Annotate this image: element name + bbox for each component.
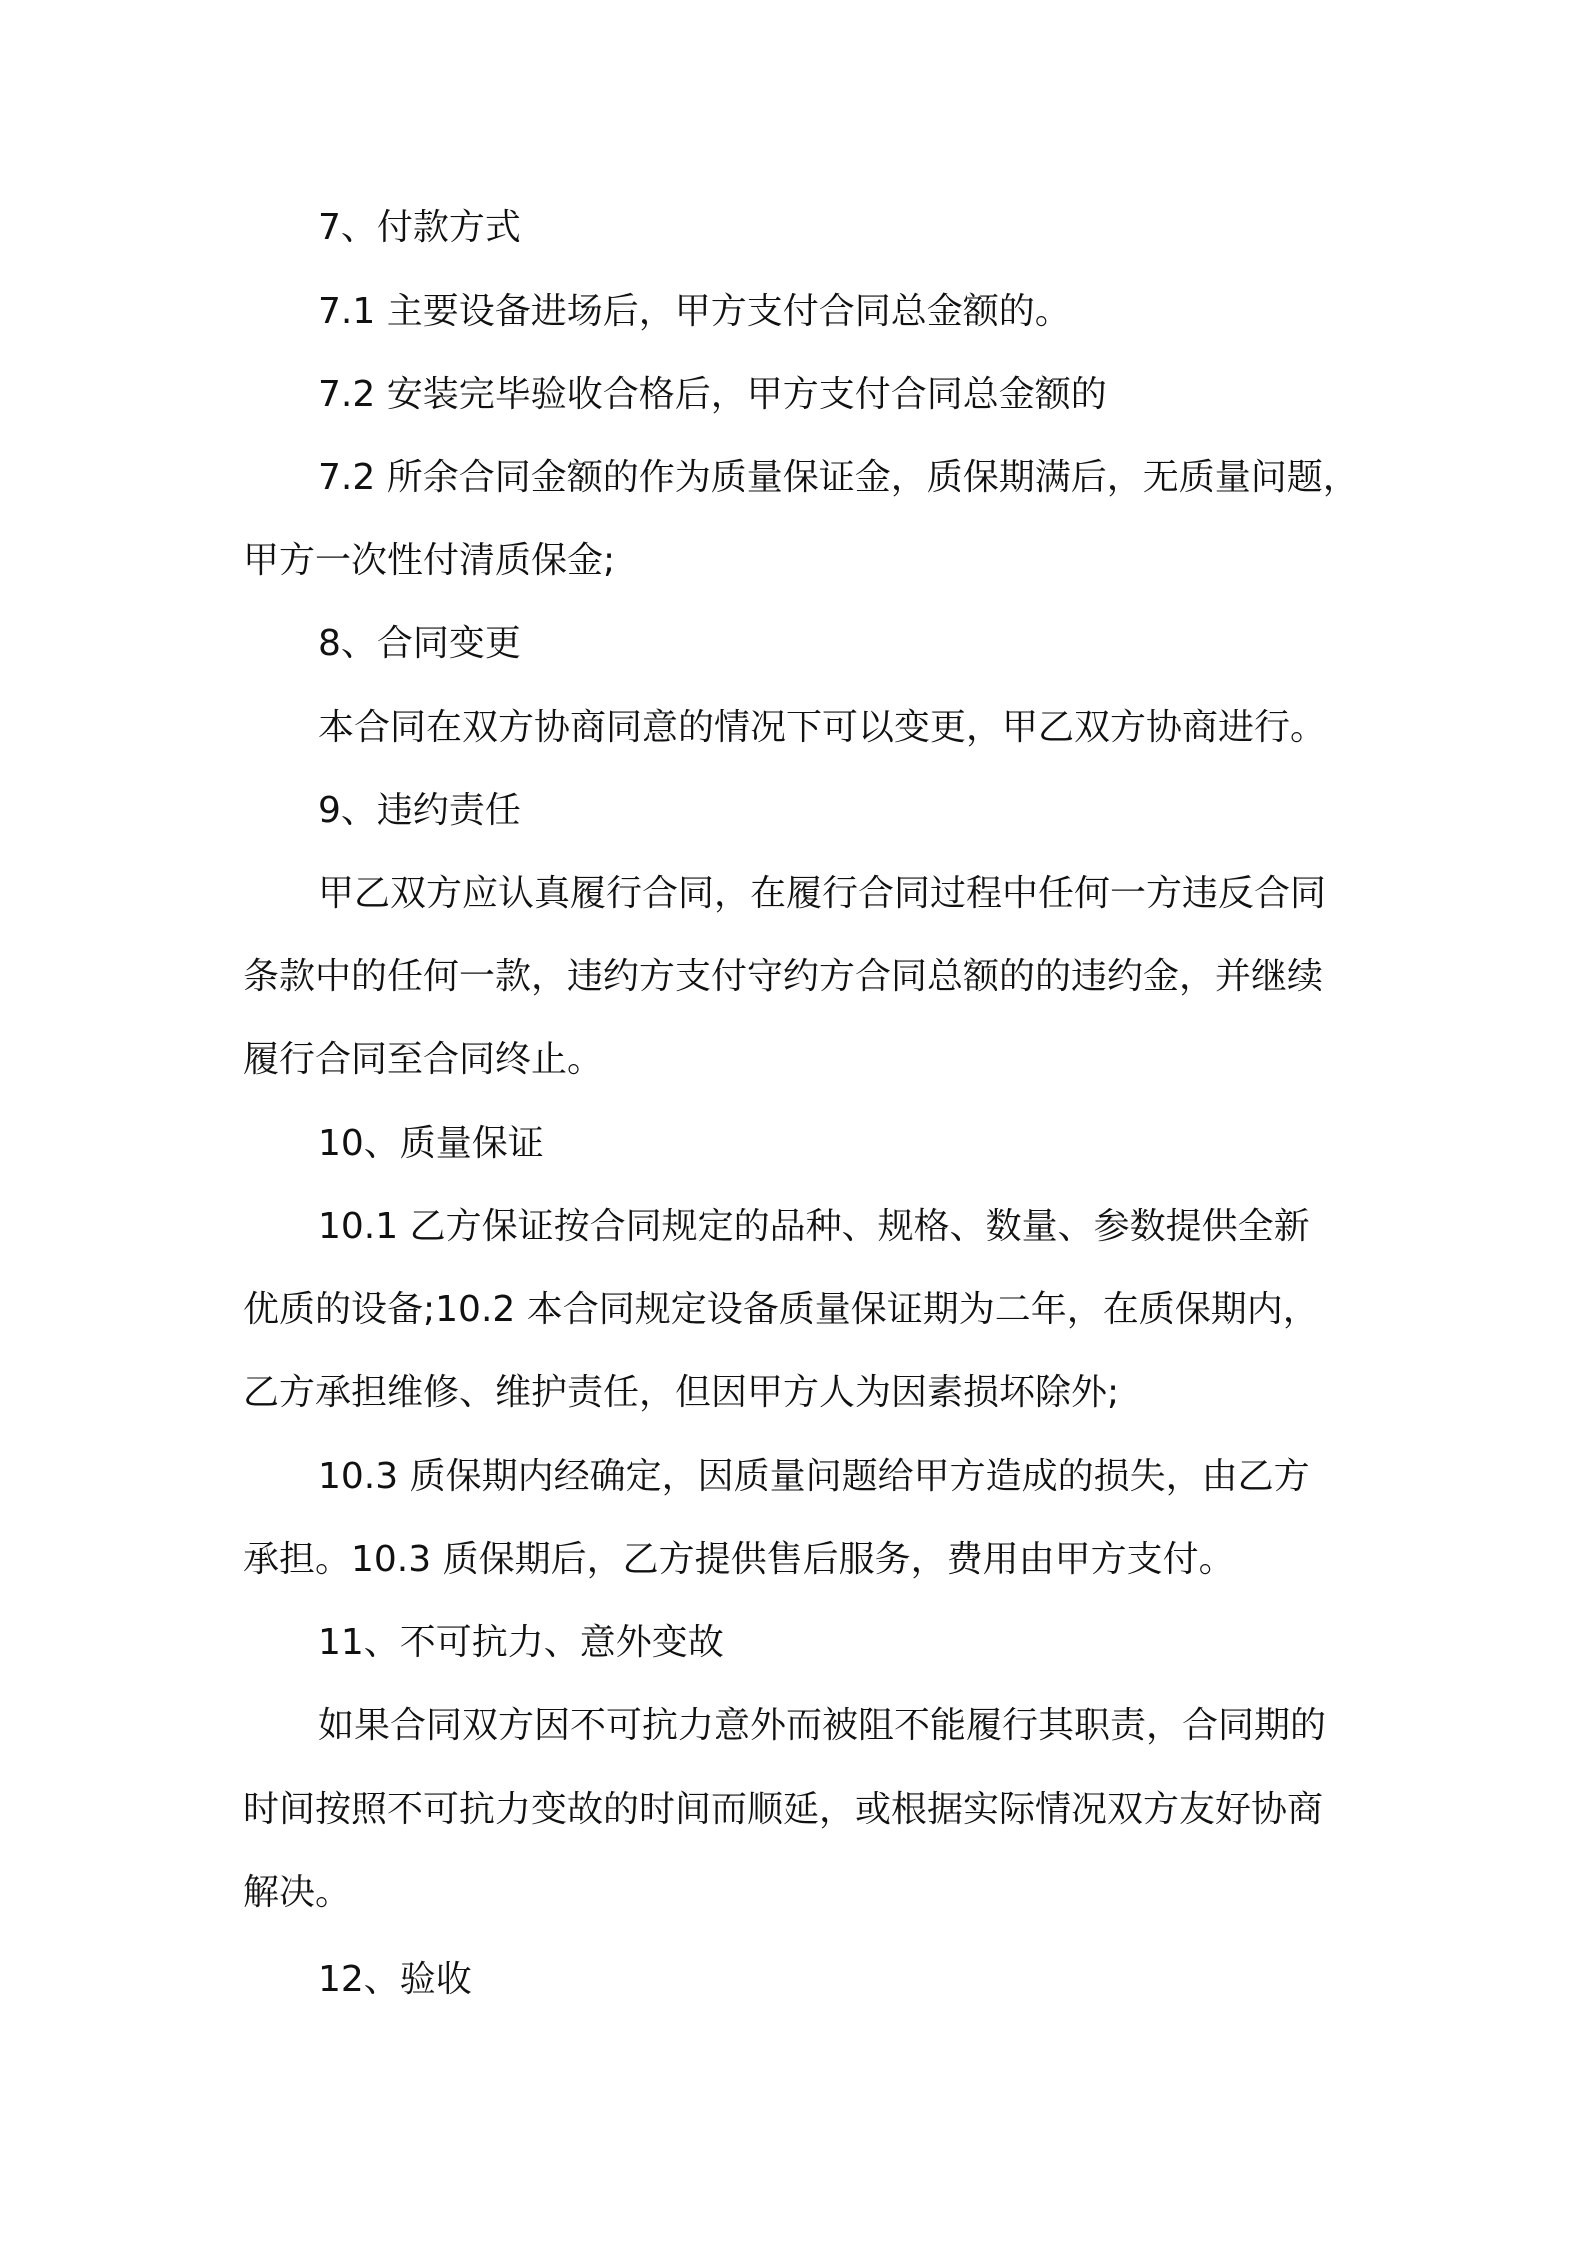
section-heading-10: 10、质量保证 <box>318 1123 544 1164</box>
clause-9-line-2: 条款中的任何一款，违约方支付守约方合同总额的的违约金，并继续 <box>243 956 1324 997</box>
clause-11-line-2: 时间按照不可抗力变故的时间而顺延，或根据实际情况双方友好协商 <box>243 1789 1324 1830</box>
clause-10-2-line-3: 乙方承担维修、维护责任，但因甲方人为因素损坏除外; <box>243 1372 1120 1413</box>
clause-10-1-line-1: 10.1 乙方保证按合同规定的品种、规格、数量、参数提供全新 <box>318 1206 1310 1247</box>
clause-11-line-3: 解决。 <box>243 1872 352 1913</box>
clause-11-line-1: 如果合同双方因不可抗力意外而被阻不能履行其职责，合同期的 <box>318 1705 1327 1746</box>
section-heading-12: 12、验收 <box>318 1959 472 2000</box>
section-heading-11: 11、不可抗力、意外变故 <box>318 1622 724 1663</box>
section-heading-7: 7、付款方式 <box>318 207 521 248</box>
clause-10-1-line-2: 优质的设备;10.2 本合同规定设备质量保证期为二年，在质保期内， <box>243 1289 1319 1330</box>
clause-9-line-3: 履行合同至合同终止。 <box>243 1039 604 1080</box>
clause-10-3-line-2: 承担。10.3 质保期后，乙方提供售后服务，费用由甲方支付。 <box>243 1539 1235 1580</box>
section-heading-8: 8、合同变更 <box>318 623 521 664</box>
clause-10-3-line-1: 10.3 质保期内经确定，因质量问题给甲方造成的损失，由乙方 <box>318 1456 1310 1497</box>
clause-8-text: 本合同在双方协商同意的情况下可以变更，甲乙双方协商进行。 <box>318 707 1327 748</box>
clause-7-2-retention-line-1: 7.2 所余合同金额的作为质量保证金，质保期满后，无质量问题， <box>318 457 1359 498</box>
section-heading-9: 9、违约责任 <box>318 790 521 831</box>
clause-9-line-1: 甲乙双方应认真履行合同，在履行合同过程中任何一方违反合同 <box>318 873 1327 914</box>
clause-7-1: 7.1 主要设备进场后，甲方支付合同总金额的。 <box>318 291 1071 332</box>
clause-7-2: 7.2 安装完毕验收合格后，甲方支付合同总金额的 <box>318 374 1107 415</box>
clause-7-2-retention-line-2: 甲方一次性付清质保金; <box>243 540 616 581</box>
